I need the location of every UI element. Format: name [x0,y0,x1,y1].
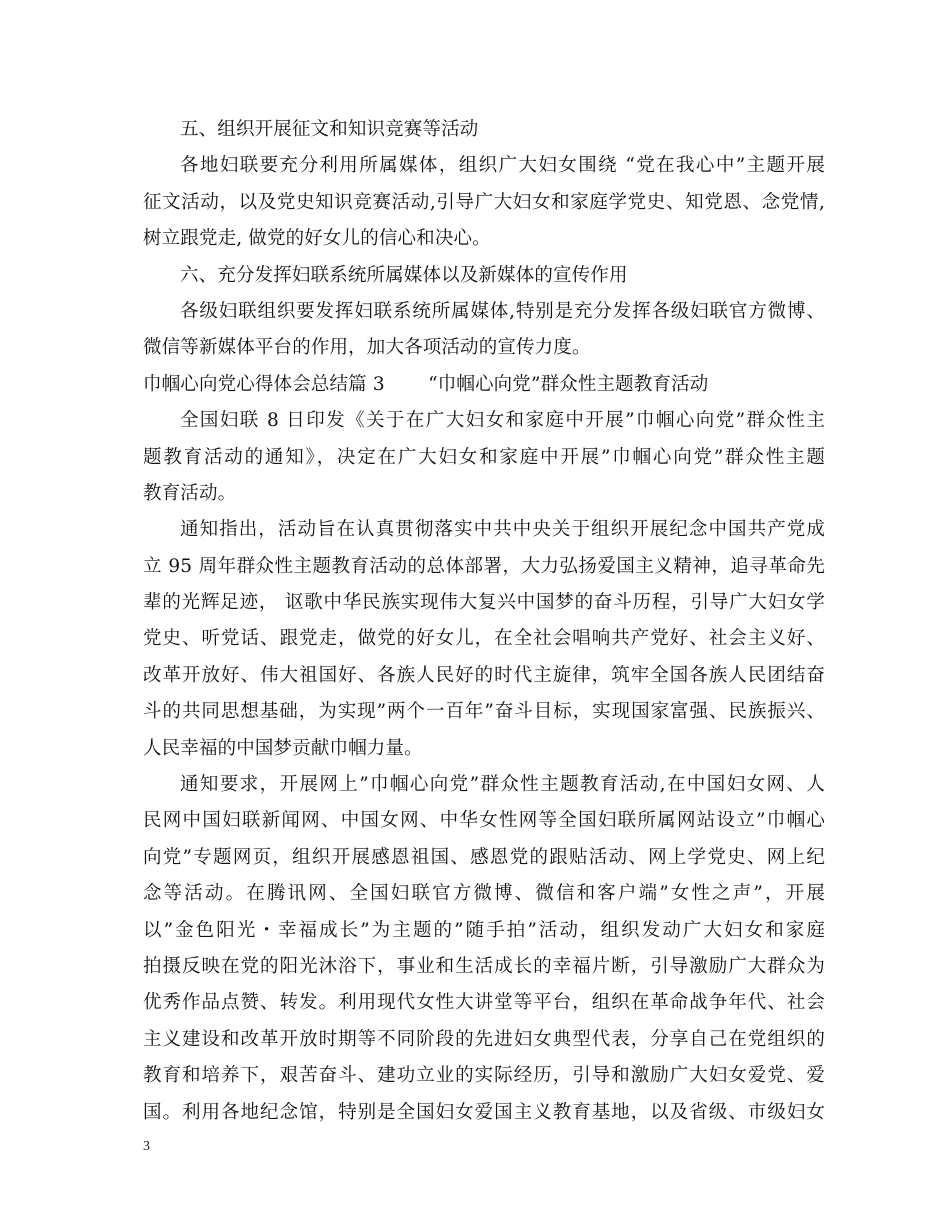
paragraph-line: 改革开放好、伟大祖国好、各族人民好的时代主旋律，筑牢全国各族人民团结奋 [143,664,825,686]
paragraph-line: 拍摄反映在党的阳光沐浴下，事业和生活成长的幸福片断，引导激励广大群众为 [143,955,825,977]
paragraph-line: 微信等新媒体平台的作用，加大各项活动的宣传力度。 [143,337,591,359]
paragraph-line: 征文活动，以及党史知识竞赛活动,引导广大妇女和家庭学党史、知党恩、念党情, [143,191,825,213]
paragraph-line: 以”金色阳光・幸福成长”为主题的”随手拍”活动，组织发动广大妇女和家庭 [143,919,825,941]
paragraph-line: 各地妇联要充分利用所属媒体，组织广大妇女围绕 “党在我心中”主题开展 [180,155,825,177]
document-body [143,112,825,1131]
paragraph-line: 优秀作品点赞、转发。利用现代女性大讲堂等平台，组织在革命战争年代、社会 [143,992,825,1014]
paragraph-line: 立 95 周年群众性主题教育活动的总体部署，大力弘扬爱国主义精神，追寻革命先 [143,555,825,577]
paragraph-line: 辈的光辉足迹， 讴歌中华民族实现伟大复兴中国梦的奋斗历程，引导广大妇女学 [143,592,825,614]
section-heading-five: 五、组织开展征文和知识竞赛等活动 [180,119,479,140]
page-number: 3 [143,1139,150,1154]
paragraph-line: 念等活动。在腾讯网、全国妇联官方微博、微信和客户端”女性之声”，开展 [143,883,825,905]
paragraph-line: 党史、听党话、跟党走，做党的好女儿，在全社会唱响共产党好、社会主义好、 [143,628,825,650]
paragraph-line: 题教育活动的通知》，决定在广大妇女和家庭中开展”巾帼心向党”群众性主题 [143,446,825,468]
section-heading-six: 六、充分发挥妇联系统所属媒体以及新媒体的宣传作用 [180,264,628,286]
paragraph-line: 通知要求，开展网上”巾帼心向党”群众性主题教育活动,在中国妇女网、人 [180,774,825,796]
paragraph-line: 树立跟党走, 做党的好女儿的信心和决心。 [143,228,491,250]
paragraph-line: 通知指出，活动旨在认真贯彻落实中共中央关于组织开展纪念中国共产党成 [180,519,825,541]
paragraph-line: 教育和培养下，艰苦奋斗、建功立业的实际经历，引导和激励广大妇女爱党、爱 [143,1065,825,1087]
article-title: 巾帼心向党心得体会总结篇 3 “巾帼心向党”群众性主题教育活动 [143,373,709,395]
paragraph-line: 向党”专题网页，组织开展感恩祖国、感恩党的跟贴活动、网上学党史、网上纪 [143,846,825,868]
paragraph-line: 民网中国妇联新闻网、中国女网、中华女性网等全国妇联所属网站设立”巾帼心 [143,810,825,832]
paragraph-line: 人民幸福的中国梦贡献巾帼力量。 [143,737,423,759]
paragraph-line: 教育活动。 [143,482,237,504]
paragraph-line: 各级妇联组织要发挥妇联系统所属媒体,特别是充分发挥各级妇联官方微博、 [180,300,825,322]
paragraph-line: 主义建设和改革开放时期等不同阶段的先进妇女典型代表，分享自己在党组织的 [143,1028,825,1050]
paragraph-line: 斗的共同思想基础，为实现”两个一百年”奋斗目标，实现国家富强、民族振兴、 [143,701,825,723]
paragraph-line: 全国妇联 8 日印发《关于在广大妇女和家庭中开展”巾帼心向党”群众性主 [180,410,825,432]
paragraph-line: 国。利用各地纪念馆，特别是全国妇女爱国主义教育基地，以及省级、市级妇女 [143,1101,825,1123]
